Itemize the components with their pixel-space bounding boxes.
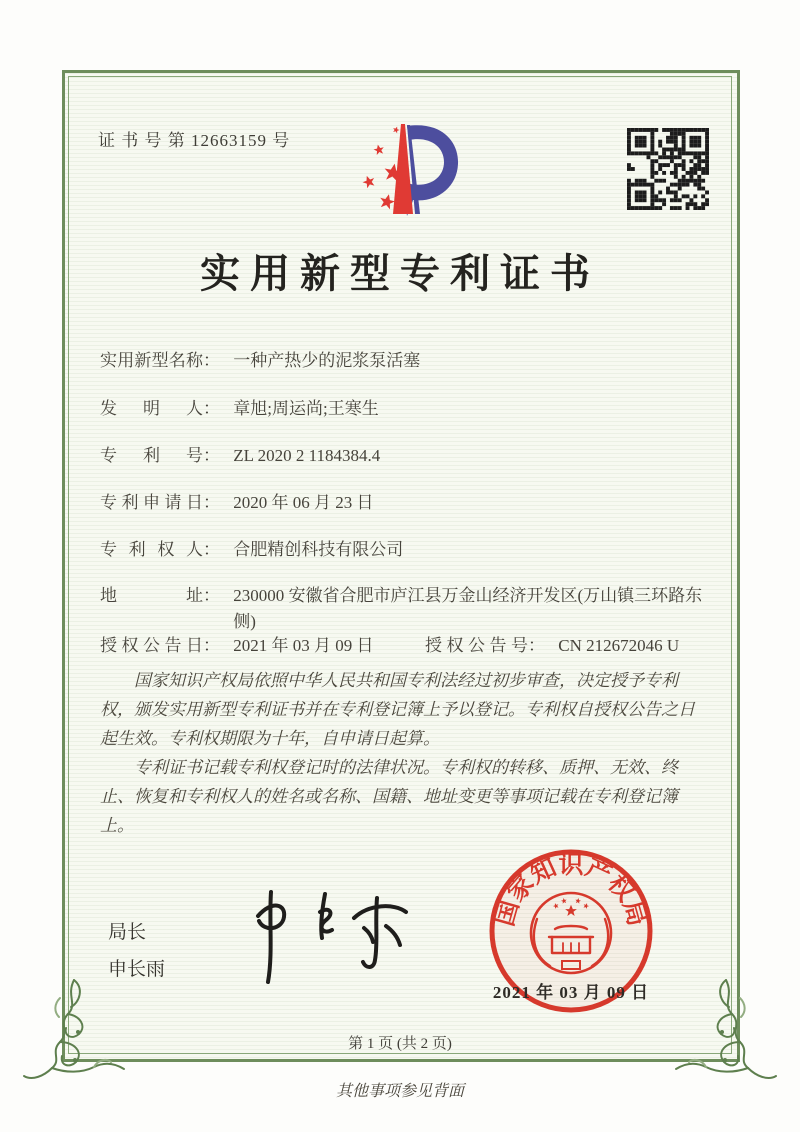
seal-date: 2021 年 03 月 09 日: [492, 983, 650, 1002]
field-label: 地址: [100, 586, 203, 605]
field-value-patent-no: ZL 2020 2 1184384.4: [233, 446, 381, 465]
field-row-address: [100, 583, 703, 635]
director-title: 局长: [108, 922, 147, 943]
field-value-filing-date: 2020 年 06 月 23 日: [233, 493, 374, 512]
field-label: 专利权人: [100, 540, 203, 559]
field-colon: ：: [203, 399, 220, 418]
legal-text-block: [100, 666, 708, 840]
field-colon: ：: [203, 540, 220, 559]
field-value-grant-date: 2021 年 03 月 09 日: [233, 636, 374, 655]
field-row-filing-date: [100, 490, 374, 516]
back-side-note: 其他事项参见背面: [335, 1083, 464, 1100]
field-value-grant-no: CN 212672046 U: [558, 636, 680, 655]
field-colon: ：: [203, 636, 220, 655]
qr-code: [627, 128, 709, 210]
field-colon: ：: [203, 446, 220, 465]
field-row-grant: [100, 633, 680, 659]
cnipa-logo-icon: [346, 120, 460, 218]
field-label: 专利号: [100, 446, 203, 465]
field-row-inventor: [100, 396, 379, 422]
seal-agency-text: 国家知识产权局: [491, 852, 651, 930]
field-label: 专利申请日: [100, 493, 203, 512]
field-row-name: [100, 348, 420, 374]
director-block: [108, 914, 165, 988]
field-label: 授权公告号: [425, 636, 528, 655]
field-value-inventor: 章旭;周运尚;王寒生: [233, 399, 379, 418]
field-colon: ：: [203, 586, 220, 605]
field-row-patent-no: [100, 443, 380, 469]
director-name: 申长雨: [108, 959, 166, 980]
field-label: 实用新型名称: [100, 351, 203, 370]
field-label: 发明人: [100, 399, 203, 418]
legal-paragraph-2: 专利证书记载专利权登记时的法律状况。专利权的转移、质押、无效、终止、恢复和专利权人的姓名或名称、国籍、地址变更等事项记载在专利登记簿上。: [100, 758, 678, 835]
page-number: 第 1 页 (共 2 页): [348, 1036, 452, 1052]
field-label: 授权公告日: [100, 636, 203, 655]
field-grant-no-group: [425, 633, 679, 659]
field-value-name: 一种产热少的泥浆泵活塞: [233, 351, 421, 370]
director-signature-icon: [222, 882, 432, 988]
certificate-title: 实用新型专利证书: [200, 251, 600, 296]
field-value-address: 230000 安徽省合肥市庐江县万金山经济开发区(万山镇三环路东侧): [233, 586, 703, 631]
field-colon: ：: [203, 351, 220, 370]
certificate-number: 证 书 号 第 12663159 号: [98, 131, 291, 150]
field-value-patentee: 合肥精创科技有限公司: [233, 540, 404, 559]
legal-paragraph-1: 国家知识产权局依照中华人民共和国专利法经过初步审查，决定授予专利权，颁发实用新型专利证书并在专利登记簿上予以登记。专利权自授权公告之日起生效。专利权期限为十年，自申请日起算。: [100, 671, 695, 748]
field-colon: ：: [203, 493, 220, 512]
field-row-patentee: [100, 537, 403, 563]
field-colon: ：: [528, 636, 545, 655]
